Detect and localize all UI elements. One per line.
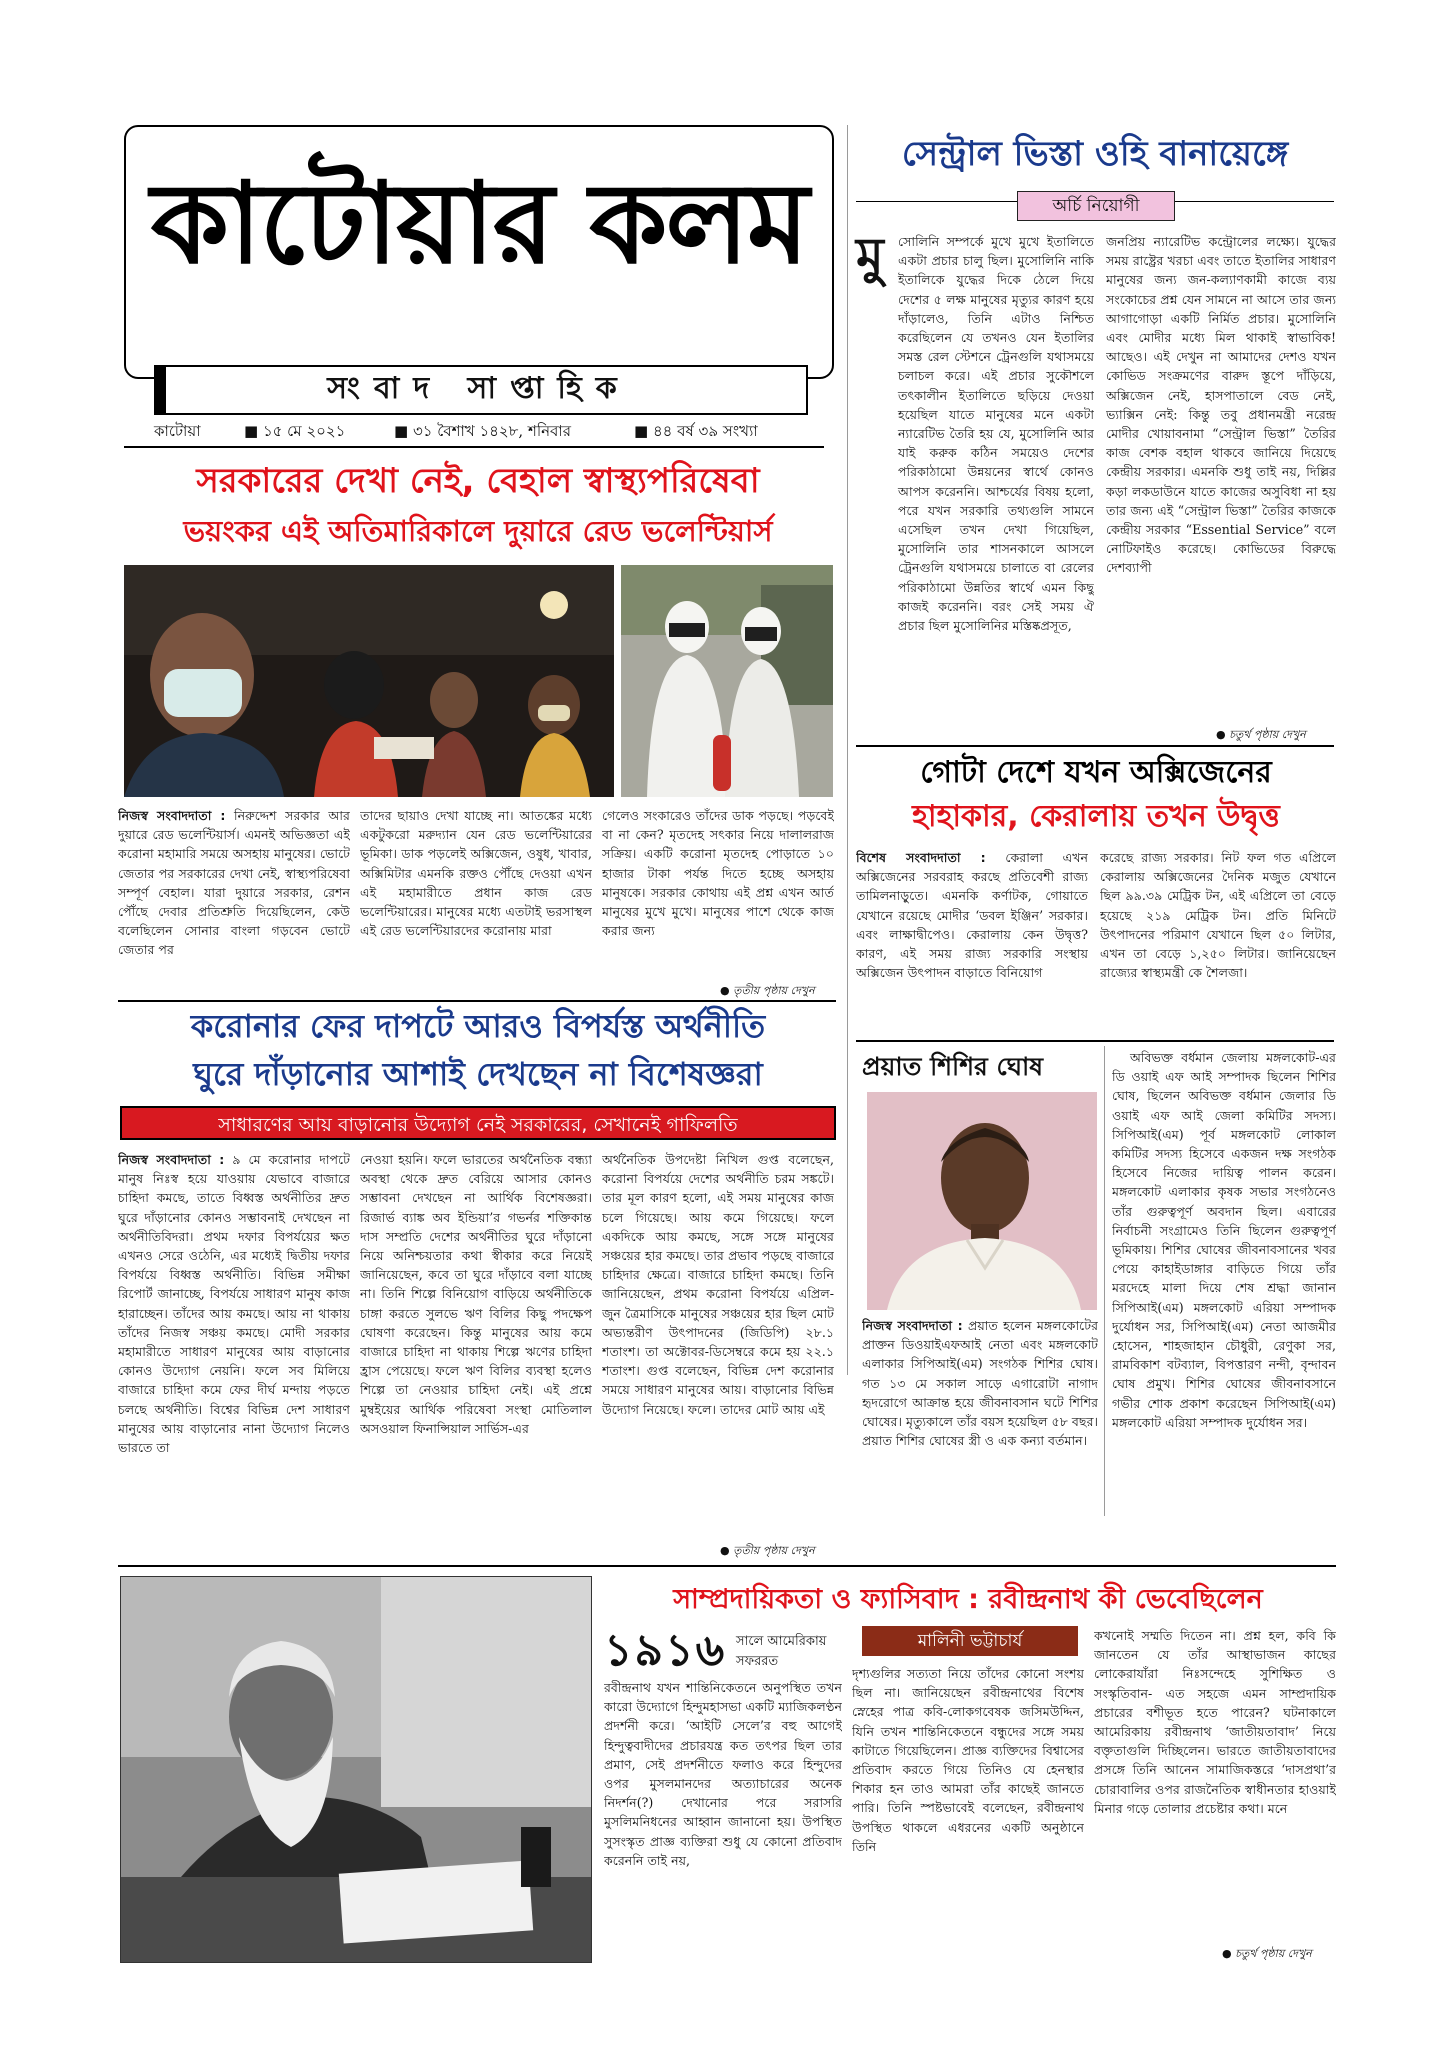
column-divider-right bbox=[847, 125, 848, 1375]
economy-col2-text: নেওয়া হয়নি। ফলে ভারতের অর্থনৈতিক বন্ধ্যা অবস্থা থেকে দ্রুত বেরিয়ে আসার কোনও সম্ভাবনা দেখছেন না আর্থিক বিশেষজ্ঞরা। রিজার্ভ ব্যাঙ্ক অব ইন্ডিয়া’র গভর্নর শক্তিকান্ত দাস সম্প্রতি দেশের অর্থনীতির ঘুরে দাঁড়ানো নিয়ে অনিশ্চয়তার কথা স্বীকার করে নিয়েই জানিয়েছেন, কবে তা ঘুরে দাঁড়াবে বলা যাচ্ছে না। তিনি শিল্পে বিনিয়োগ বাড়িয়ে অর্থনীতিকে চাঙ্গা করতে সুলভে ঋণ বিলির কিছু পদক্ষেপ ঘোষণা করেছেন। কিন্তু মানুষের আয় কমে বাজারে চাহিদা না থাকায় শিল্পে ঋণের চাহিদা হ্রাস পেয়েছে। ফলে ঋণ বিলির ব্যবস্থা হলেও শিল্পে তা নেওয়ার চাহিদা নেই। এই প্রশ্নে মুম্বইয়ের আর্থিক পরিষেবা সংস্থা মোতিলাল অসওয়াল ফিনান্সিয়াল সার্ভিস-এর bbox=[360, 1152, 592, 1436]
health-col1 bbox=[118, 806, 350, 981]
economy-col1 bbox=[118, 1150, 350, 1552]
oxygen-col2-text: করেছে রাজ্য সরকার। নিট ফল গত এপ্রিলে কেরালায় অক্সিজেনের দৈনিক মজুত যেখানে ছিল ৯৯.৩৯ মেট্রিক টন, এই এপ্রিলে তা বেড়ে হয়েছে ২১৯ মেট্রিক টন। প্রতি মিনিটে উৎপাদনের পরিমাণ যেখানে ছিল ৫০ লিটার, এখন তা বেড়ে ১,২৫০ লিটার। জানিয়েছেন রাজ্যের স্বাস্থ্যমন্ত্রী কে শৈলজা। bbox=[1100, 850, 1336, 981]
economy-col1-text: ৯ মে করোনার দাপটে মানুষ নিঃস্ব হয়ে যাওয়ায় যেভাবে বাজারে চাহিদা কমছে, তাতে বিধ্বস্ত অর্থনীতির দ্রুত ঘুরে দাঁড়ানোর কোনও সম্ভাবনাই দেখছেন না অর্থনীতিবিদরা। প্রথম দফার বিপর্যয়ের ক্ষত এখনও সেরে ওঠেনি, এর মধ্যেই দ্বিতীয় দফার বিপর্যয়ে বিধ্বস্ত অর্থনীতি। বিভিন্ন সমীক্ষা রিপোর্ট জানাচ্ছে, বিপর্যয়ে সাধারণ মানুষ কাজ হারাচ্ছেন। তাঁদের আয় কমছে। আয় না থাকায় তাঁদের নিজস্ব সঞ্চয় কমছে। মোদী সরকার মহামারীতে সাধারণ মানুষের আয় বাড়ানোর কোনও উদ্যোগ নেয়নি। ফলে সব মিলিয়ে বাজারে চাহিদা কমে ফের দীর্ঘ মন্দায় পড়তে চলছে অর্থনীতি। বিশ্বের বিভিন্ন দেশ সাধারণ মানুষের আয় বাড়ানোর নানা উদ্যোগ নিলেও ভারতে তা bbox=[118, 1152, 350, 1456]
tagore-year: ১৯১৬ bbox=[604, 1625, 727, 1676]
health-col2-text: তাদের ছায়াও দেখা যাচ্ছে না। আতঙ্কের মধ্যে একটুকরো মরুদ্যান যেন রেড ভলেন্টিয়ারের ভূমিকা। ডাক পড়লেই অক্সিজেন, ওষুধ, খাবার, অক্সিমিটার এমনকি রক্তও পৌঁছে দেওয়া এখন এই মহামারীতে প্রধান কাজ রেড ভলেন্টিয়ারের। মানুষের মধ্যে এতটাই ভরসাস্থল এই রেড ভলেন্টিয়ারদের করোনায় মারা bbox=[360, 808, 592, 939]
vista-dropcap: মু bbox=[856, 227, 884, 285]
masthead-subtitle: সংবাদ সাপ্তাহিক bbox=[327, 371, 631, 406]
obituary-headline: প্রয়াত শিশির ঘোষ bbox=[862, 1052, 1044, 1081]
tagore-author: মালিনী ভট্টাচার্য bbox=[862, 1626, 1078, 1656]
dateline-issue: ■ ৪৪ বর্ষ ৩৯ সংখ্যা bbox=[634, 422, 758, 440]
tagore-year-tail-2: সফররত bbox=[736, 1654, 779, 1669]
oxygen-col1-text: কেরালা এখন অক্সিজেনের সরবরাহ করছে প্রতিবেশী রাজ্য তামিলনাড়ুতে। এমনকি কর্ণাটক, গোয়াতে যেখানে রয়েছে মোদীর ‘ডবল ইঞ্জিন’ সরকার। এবং লাক্ষাদ্বীপেও। কেরালায় কেন উদ্বৃত্ত? কারণ, এই সময় রাজ্য সরকারি সংস্থায় অক্সিজেন উৎপাদন বাড়াতে বিনিয়োগ bbox=[856, 850, 1088, 981]
economy-col2 bbox=[360, 1150, 592, 1552]
vista-col1-text: সোলিনি সম্পর্কে মুখে মুখে ইতালিতে একটা প্রচার চালু ছিল। মুসোলিনি নাকি ইতালিকে যুদ্ধের দিকে ঠেলে দিয়ে দেশের ৫ লক্ষ মানুষের মৃত্যুর কারণ হয়ে দাঁড়ালেও, তিনি এটাও নিশ্চিত করেছিলেন যে তখনও যেন ইতালির সমস্ত রেল স্টেশনে ট্রেনগুলি যথাসময়ে চলাচল করে। এই প্রচার সুকৌশলে তৎকালীন ইতালিতে ছড়িয়ে দেওয়া হয়েছিল যাতে মানুষের মনে একটা ন্যারেটিভ তৈরি হয় যে, মুসোলিনি আর যাই করুক কঠিন সময়েও দেশের পরিকাঠামো উন্নয়নের স্বার্থে কোনও আপস করেননি। আশ্চর্যের বিষয় হলো, পরে যখন সরকারি তথ্যগুলি সামনে এসেছিল তখন দেখা গিয়েছিল, মুসোলিনি তার শাসনকালে আসলে ট্রেনগুলি যথাসময়ে চালাতে বা রেলের পরিকাঠামো উন্নতির স্বার্থে এমন কিছু কাজই করেননি। বরং সেই সময় ঐ প্রচার ছিল মুসোলিনির মস্তিষ্কপ্রসূত, bbox=[898, 234, 1094, 634]
dateline bbox=[154, 420, 834, 440]
health-headline-1: সরকারের দেখা নেই, বেহাল স্বাস্থ্যপরিষেবা bbox=[196, 461, 760, 501]
economy-col3 bbox=[602, 1150, 834, 1540]
health-col3 bbox=[602, 806, 834, 981]
health-photo-ppe bbox=[621, 565, 833, 797]
tagore-headline: সাম্প্রদায়িকতা ও ফ্যাসিবাদ : রবীন্দ্রনাথ কী ভেবেছিলেন bbox=[673, 1584, 1263, 1615]
health-col3-text: গেলেও সংকারেও তাঁদের ডাক পড়ছে। পড়বেই বা না কেন? মৃতদেহ সৎকার নিয়ে দালালরাজ সক্রিয়। একটি করোনা মৃতদেহ পোড়াতে ১০ হাজার টাকা পর্যন্ত দিতে হচ্ছে অসহায় মানুষকে। সরকার কোথায় এই প্রশ্ন এখন আর্ত মানুষের মুখে মুখে। মানুষের পাশে থেকে কাজ করার জন্য bbox=[602, 808, 834, 939]
health-byline: নিজস্ব সংবাদদাতা : bbox=[118, 808, 226, 823]
volunteers-image bbox=[124, 565, 614, 797]
economy-headline-2: ঘুরে দাঁড়ানোর আশাই দেখছেন না বিশেষজ্ঞরা bbox=[193, 1055, 763, 1093]
vista-col1 bbox=[856, 232, 1094, 724]
portrait-image bbox=[867, 1092, 1097, 1310]
health-bottom-rule bbox=[118, 1000, 836, 1002]
ppe-workers-image bbox=[621, 565, 833, 797]
obituary-right-col bbox=[1112, 1048, 1336, 1514]
tagore-col2 bbox=[852, 1664, 1084, 1954]
health-col2 bbox=[360, 806, 592, 981]
oxygen-bottom-rule bbox=[856, 1040, 1334, 1042]
masthead-bottom-rule bbox=[124, 446, 824, 448]
vista-continue: ● চতুর্থ পৃষ্ঠায় দেখুন bbox=[1216, 728, 1306, 741]
vista-headline: সেন্ট্রাল ভিস্তা ওহি বানায়েঙ্গে bbox=[901, 134, 1289, 174]
obituary-photo bbox=[867, 1092, 1097, 1310]
dateline-place: কাটোয়া bbox=[154, 422, 201, 440]
oxygen-byline: বিশেষ সংবাদদাতা : bbox=[856, 850, 986, 865]
obituary-byline: নিজস্ব সংবাদদাতা : bbox=[862, 1318, 963, 1333]
oxygen-col1 bbox=[856, 848, 1088, 1042]
tagore-continue: ● চতুর্থ পৃষ্ঠায় দেখুন bbox=[1222, 1947, 1312, 1960]
economy-banner: সাধারণের আয় বাড়ানোর উদ্যোগ নেই সরকারের, সেখানেই গাফিলতি bbox=[120, 1106, 836, 1140]
masthead-title: কাটোয়ার কলম bbox=[150, 159, 808, 289]
tagore-photo bbox=[120, 1576, 592, 1963]
dateline-bengali-date: ■ ৩১ বৈশাখ ১৪২৮, শনিবার bbox=[394, 422, 572, 440]
obituary-left-col bbox=[862, 1316, 1098, 1512]
health-col1-text: নিরুদ্দেশ সরকার আর দুয়ারে রেড ভলেন্টিয়ার্স। এমনই অভিজ্ঞতা এই করোনা মহামারি সময়ে অসহায় মানুষের। ভোটে জেতার পর সরকারের দেখা নেই, স্বাস্থ্যপরিষেবা সম্পূর্ণ বেহাল। যারা দুয়ারে সরকার, রেশন পৌঁছে দেবার প্রতিশ্রুতি দিয়েছিলেন, কেউ বলেছিলেন সোনার বাংলা গড়বেন ভোটে জেতার পর bbox=[118, 808, 350, 958]
economy-col3-text: অর্থনৈতিক উপদেষ্টা নিখিল গুপ্ত বলেছেন, করোনা বিপর্যয়ে দেশের অর্থনীতি চরম সঙ্কটে। তার মূল কারণ হলো, এই সময় মানুষের কাজ চলে গিয়েছে। আয় কমে গিয়েছে। ফলে একদিকে আয় কমছে, সঙ্গে সঙ্গে মানুষের সঞ্চয়ের হার কমছে। তার প্রভাব পড়ছে বাজারে চাহিদার ক্ষেত্রে। বাজারে চাহিদা কমছে। তিনি জানিয়েছেন, প্রথম করোনা বিপর্যয়ে এপ্রিল-জুন ত্রৈমাসিকে মানুষের সঞ্চয়ের হার ছিল মোট অভ্যন্তরীণ উৎপাদনের (জিডিপি) ২৮.১ শতাংশ। তা অক্টোবর-ডিসেম্বরে কমে হয় ২২.১ শতাংশ। গুপ্ত বলেছেন, বিভিন্ন দেশ করোনার সময়ে সাধারণ মানুষের আয়। বাড়ানোর বিভিন্ন উদ্যোগ নিয়েছে। ফলে। তাদের মোট আয় এই bbox=[602, 1152, 834, 1417]
oxygen-headline-2: হাহাকার, কেরালায় তখন উদ্বৃত্ত bbox=[912, 799, 1280, 834]
oxygen-col2 bbox=[1100, 848, 1336, 1042]
tagore-year-tail-1: সালে আমেরিকায় bbox=[736, 1634, 827, 1649]
economy-continue: ● তৃতীয় পৃষ্ঠায় দেখুন bbox=[720, 1544, 815, 1557]
tagore-col1-text: রবীন্দ্রনাথ যখন শান্তিনিকেতনে অনুপস্থিত তখন কারো উদ্যোগে হিন্দুমহাসভা একটি ম্যাজিকলণ্ঠন প্রদর্শনী করে। ‘আইটি সেলে’র বহু আগেই হিন্দুত্ববাদীদের প্রচারযন্ত্র কত তৎপর ছিল তার প্রমাণ, সেই প্রদর্শনীতে ফলাও করে হিন্দুদের ওপর মুসলমানদের অত্যাচারের অনেক নিদর্শন(?) দেখানোর পরে সরাসরি মুসলিমনিধনের আহ্বান জানানো হয়। উপস্থিত সুসংস্কৃত প্রাজ্ঞ ব্যক্তিরা শুধু যে কোনো প্রতিবাদ করেননি তাই নয়, bbox=[604, 1680, 842, 1868]
tagore-portrait-image bbox=[121, 1577, 591, 1962]
masthead bbox=[124, 125, 834, 438]
health-continue: ● তৃতীয় পৃষ্ঠায় দেখুন bbox=[720, 984, 815, 997]
obituary-left-text: প্রয়াত হলেন মঙ্গলকোটের প্রাক্তন ডিওয়াইএফআই নেতা এবং মঙ্গলকোট এলাকার সিপিআই(এম) সংগঠক শিশির ঘোষ। গত ১৩ মে সকাল সাড়ে এগারোটা নাগাদ হৃদরোগে আক্রান্ত হয়ে জীবনাবসান ঘটে শিশির ঘোষের। মৃত্যুকালে তাঁর বয়স হয়েছিল ৫৮ বছর। প্রয়াত শিশির ঘোষের স্ত্রী ও এক কন্যা বর্তমান। bbox=[862, 1318, 1098, 1449]
tagore-col2-text: দৃশ্যগুলির সত্যতা নিয়ে তাঁদের কোনো সংশয় ছিল না। জানিয়েছেন রবীন্দ্রনাথের বিশেষ স্নেহের পাত্র কবি-লোকগবেষক জসিমউদ্দিন, যিনি তখন শান্তিনিকেতনে বন্ধুদের সঙ্গে সময় কাটাতে গিয়েছিলেন। প্রাজ্ঞ ব্যক্তিদের বিশ্বাসের প্রতিবাদ করতে গিয়ে তিনিও যে হেনস্থার শিকার হন তাও আমরা তাঁর কাছেই জানতে পারি। তিনি স্পষ্টভাবেই বলেছেন, রবীন্দ্রনাথ উপস্থিত থাকলে এধরনের একটি অনুষ্ঠানে তিনি bbox=[852, 1666, 1084, 1854]
oxygen-headline-1: গোটা দেশে যখন অক্সিজেনের bbox=[920, 755, 1272, 790]
health-photo-volunteers bbox=[124, 565, 614, 797]
vista-author: অর্চি নিয়োগী bbox=[1017, 191, 1175, 221]
health-headline-2: ভয়ংকর এই অতিমারিকালে দুয়ারে রেড ভলেন্টিয়ার্স bbox=[183, 514, 773, 548]
tagore-col1 bbox=[604, 1678, 842, 1954]
tagore-col3 bbox=[1094, 1626, 1336, 1944]
obituary-divider bbox=[1104, 1046, 1105, 1516]
obituary-right-text: অবিভক্ত বর্ধমান জেলায় মঙ্গলকোট-এর ডি ওয়াই এফ আই সম্পাদক ছিলেন শিশির ঘোষ, ছিলেন অবিভক্ত বর্ধমান জেলার ডি ওয়াই এফ আই জেলা কমিটির সদস্য। সিপিআই(এম) পূর্ব মঙ্গলকোট লোকাল কমিটির সদস্য হিসেবে একজন দক্ষ সংগঠক হিসেবে নিজের দায়িত্ব পালন করেন। মঙ্গলকোট এলাকার কৃষক সভার সংগঠনেও তাঁর গুরুত্বপূর্ণ অবদান ছিল। এবারের নির্বাচনী সংগ্রামেও তিনি ছিলেন গুরুত্বপূর্ণ ভূমিকায়। শিশির ঘোষের জীবনাবসানের খবর পেয়ে কাহাইডাঙ্গার বাড়িতে গিয়ে তাঁর মরদেহে মালা দিয়ে শেষ শ্রদ্ধা জানান সিপিআই(এম) মঙ্গলকোট এরিয়া সম্পাদক দুর্যোধন সর, সিপিআই(এম) নেতা আজমীর হোসেন, শাহজাহান চৌধুরী, রেণুকা সর, রামবিকাশ বটব্যাল, বিপত্তারণ নন্দী, বৃন্দাবন ঘোষ প্রমুখ। শিশির ঘোষের জীবনাবসানে গভীর শোক প্রকাশ করেছেন সিপিআই(এম) মঙ্গলকোট এরিয়া সম্পাদক দুর্যোধন সর। bbox=[1112, 1050, 1336, 1430]
economy-byline: নিজস্ব সংবাদদাতা : bbox=[118, 1152, 225, 1167]
tagore-top-rule bbox=[118, 1565, 1336, 1567]
economy-headline-1: করোনার ফের দাপটে আরও বিপর্যস্ত অর্থনীতি bbox=[190, 1007, 766, 1045]
vista-col2 bbox=[1106, 232, 1336, 724]
vista-col2-text: জনপ্রিয় ন্যারেটিভ কন্ট্রোলের লক্ষ্যে। যুদ্ধের সময় রাষ্ট্রের খরচা এবং তাতে ইতালির সাধারণ মানুষের জন্য জন-কল্যাণকামী কাজে ব্যয় সংকোচের প্রশ্ন যেন সামনে না আসে তার জন্য আগাগোড়া একটি নির্মিত প্রচার। মুসোলিনি এবং মোদীর মধ্যে মিল থাকাই স্বাভাবিক! আছেও। এই দেখুন না আমাদের দেশও যখন কোভিড সংক্রমণের বারুদ স্তূপে দাঁড়িয়ে, অক্সিজেন নেই, হাসপাতালে বেড নেই, ভ্যাক্সিন নেই: কিন্তু তবু প্রধানমন্ত্রী নরেন্দ্র মোদীর খোয়াবনামা “সেন্ট্রাল ভিস্তা” তৈরির কাজ বেশক বহাল থাকবে জানিয়ে দিয়েছে কেন্দ্রীয় সরকার। এমনকি শুধু তাই নয়, দিল্লির কড়া লকডাউনে যাতে কাজের অসুবিধা না হয় তার জন্য এই “সেন্ট্রাল ভিস্তা” তৈরির কাজকে কেন্দ্রীয় সরকার “Essential Service” বলে নোটিফাইও করেছে। কোভিডের বিরুদ্ধে দেশব্যাপী bbox=[1106, 234, 1336, 576]
dateline-date: ■ ১৫ মে ২০২১ bbox=[244, 422, 346, 440]
vista-bottom-rule bbox=[856, 745, 1334, 747]
tagore-col3-text: কখনোই সম্মতি দিতেন না। প্রশ্ন হল, কবি কি জানতেন যে তাঁর আস্থাভাজন কাছের লোকেরাযাঁরা নিঃসন্দেহে সুশিক্ষিত ও সংস্কৃতিবান- এত সহজে এমন সাম্প্রদায়িক প্রচারের বশীভূত হতে পারেন? ঘটনাকালে আমেরিকায় রবীন্দ্রনাথ ‘জাতীয়তাবাদ’ নিয়ে বক্তৃতাগুলি দিচ্ছিলেন। ভারতে জাতীয়তাবাদের প্রসঙ্গে তিনি আনেন সামাজিকস্তরে ‘দাসপ্রথা’র চোরাবালির ওপর রাজনৈতিক স্বাধীনতার হাওয়াই মিনার গড়ে তোলার প্রচেষ্টার কথা। মনে bbox=[1094, 1628, 1336, 1816]
